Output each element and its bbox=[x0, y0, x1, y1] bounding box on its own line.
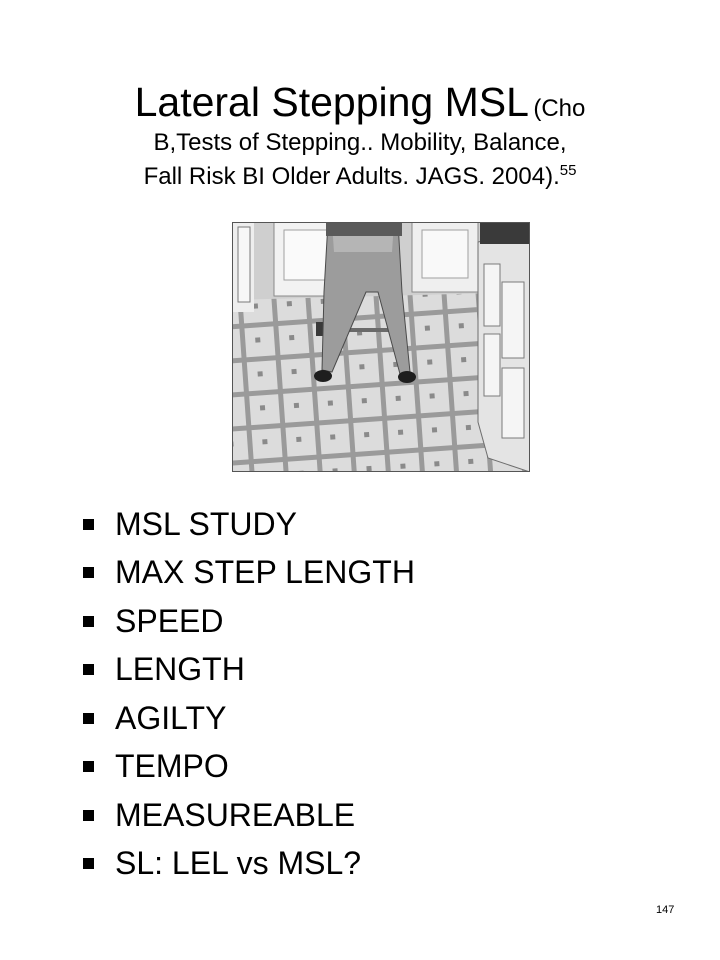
list-item bbox=[80, 646, 415, 695]
list-item-label: AGILTY bbox=[115, 699, 227, 736]
lateral-stepping-photo-graphic bbox=[232, 222, 530, 472]
list-item-label: TEMPO bbox=[115, 748, 229, 785]
slide-title-main: Lateral Stepping MSL bbox=[134, 79, 529, 125]
bullet-square-icon bbox=[83, 519, 94, 530]
list-item bbox=[80, 791, 415, 840]
page-number: 147 bbox=[656, 904, 675, 916]
slide-title-superscript: 55 bbox=[559, 162, 577, 179]
bullet-list bbox=[80, 500, 415, 888]
list-item bbox=[80, 694, 415, 743]
list-item bbox=[80, 840, 415, 889]
list-item bbox=[80, 597, 415, 646]
list-item-label: SPEED bbox=[115, 602, 224, 639]
list-item bbox=[80, 500, 415, 549]
bullet-square-icon bbox=[83, 858, 94, 869]
bullet-square-icon bbox=[83, 664, 94, 675]
list-item bbox=[80, 743, 415, 792]
bullet-square-icon bbox=[83, 616, 94, 627]
slide-title-citation-end: Fall Risk BI Older Adults. JAGS. 2004). bbox=[143, 163, 560, 190]
slide-title-citation-line bbox=[20, 160, 700, 194]
bullet-square-icon bbox=[83, 810, 94, 821]
bullet-square-icon bbox=[83, 567, 94, 578]
list-item-label: MAX STEP LENGTH bbox=[115, 554, 415, 591]
list-item-label: SL: LEL vs MSL? bbox=[115, 845, 362, 882]
list-item-label: MEASUREABLE bbox=[115, 796, 356, 833]
slide-title-citation-line: B,Tests of Stepping.. Mobility, Balance, bbox=[153, 129, 567, 156]
bullet-square-icon bbox=[83, 761, 94, 772]
list-item bbox=[80, 549, 415, 598]
slide-title bbox=[20, 78, 700, 194]
bullet-square-icon bbox=[83, 713, 94, 724]
list-item-label: LENGTH bbox=[115, 651, 245, 688]
list-item-label: MSL STUDY bbox=[115, 505, 297, 542]
slide-title-citation-start: (Cho bbox=[533, 95, 586, 122]
lateral-stepping-photo bbox=[232, 222, 530, 472]
